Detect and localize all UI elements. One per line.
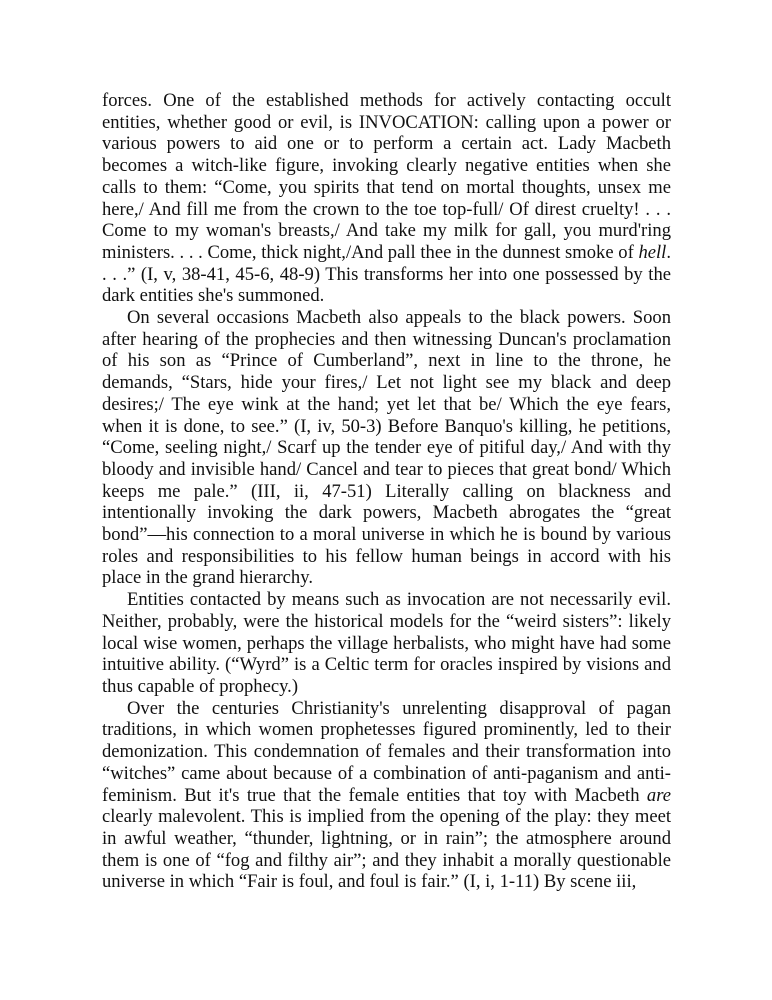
paragraph-invocation bbox=[102, 90, 671, 307]
italic-text: hell bbox=[638, 241, 667, 263]
paragraph-text: On several occasions Macbeth also appeals to the black powers. Soon after hearing of the prophecies and then witnessing Duncan's proclamation of his son as “Prince of Cumberland”, next in line to the throne, he demands, “Stars, hide your fires,/ Let not light see my black and deep desires;/ The eye wink at the hand; yet let that be/ Which the eye fears, when it is done, to see.” (I, iv, 50-3) Before Banquo's killing, he petitions, “Come, seeling night,/ Scarf up the tender eye of pitiful day,/ And with thy bloody and invisible hand/ Cancel and tear to pieces that great bond/ Which keeps me pale.” (III, ii, 47-51) Literally calling on blackness and intentionally invoking the dark powers, Macbeth abrogates the “great bond”—his connection to a moral universe in which he is bound by various roles and responsibilities to his fellow human beings in accord with his place in the grand hierarchy. bbox=[102, 307, 671, 589]
paragraph-text: Entities contacted by means such as invocation are not necessarily evil. Neither, probably, were the historical models for the “weird sisters”: likely local wise women, perhaps the village herbalists, who might have had some intuitive ability. (“Wyrd” is a Celtic term for oracles inspired by visions and thus capable of prophecy.) bbox=[102, 589, 671, 697]
paragraph-black-powers bbox=[102, 307, 671, 589]
paragraph-text: clearly malevolent. This is implied from the opening of the play: they meet in awful weather, “thunder, lightning, or in rain”; the atmosphere around them is one of “fog and filthy air”; and they inhabit a morally questionable universe in which “Fair is foul, and foul is fair.” (I, i, 1-11) By scene iii, bbox=[102, 806, 671, 893]
paragraph-entities bbox=[102, 589, 671, 698]
document-page bbox=[102, 90, 671, 893]
italic-text: are bbox=[646, 784, 671, 806]
paragraph-text: forces. One of the established methods for actively contacting occult entities, whether good or evil, is INVOCATION: calling upon a power or various powers to aid one or to perform a certain act. Lady Macbeth becomes a witch-like figure, invoking clearly negative entities when she calls to them: “Come, you spirits that tend on mortal thoughts, unsex me here,/ And fill me from the crown to the toe top-full/ Of direst cruelty! . . . Come to my woman's breasts,/ And take my milk for gall, you murd'ring ministers. . . . Come, thick night,/And pall thee in the dunnest smoke of bbox=[102, 90, 671, 263]
paragraph-christianity bbox=[102, 698, 671, 893]
paragraph-text: Over the centuries Christianity's unrelenting disapproval of pagan traditions, in which women prophetesses figured prominently, led to their demonization. This condemnation of females and their transformation into “witches” came about because of a combination of anti-paganism and anti-feminism. But it's true that the female entities that toy with Macbeth bbox=[102, 697, 671, 806]
paragraph-text: . . . .” (I, v, 38-41, 45-6, 48-9) This transforms her into one possessed by the dark entities she's summoned. bbox=[102, 241, 671, 307]
